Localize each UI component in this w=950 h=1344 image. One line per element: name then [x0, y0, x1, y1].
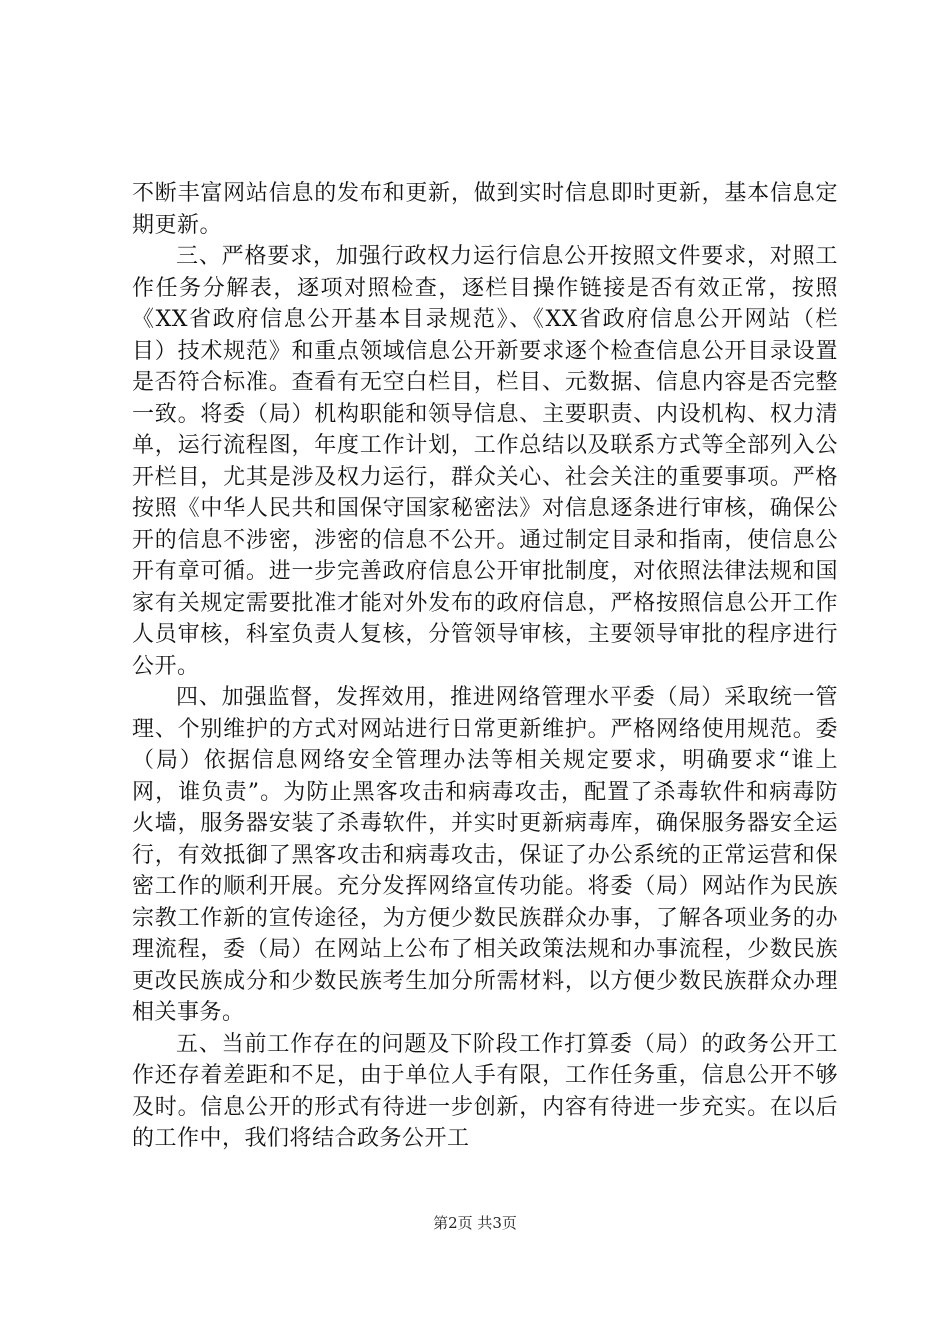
document-body	[132, 178, 838, 1155]
paragraph-section-five: 五、当前工作存在的问题及下阶段工作打算委（局）的政务公开工作还存着差距和不足，由于单位人手有限，工作任务重，信息公开不够及时。信息公开的形式有待进一步创新，内容有待进一步充实。在以后的工作中，我们将结合政务公开工	[132, 1031, 838, 1151]
paragraph-section-three: 三、严格要求，加强行政权力运行信息公开按照文件要求，对照工作任务分解表，逐项对照检查，逐栏目操作链接是否有效正常，按照《XX省政府信息公开基本目录规范》、《XX省政府信息公开网站（栏目）技术规范》和重点领域信息公开新要求逐个检查信息公开目录设置是否符合标准。查看有无空白栏目，栏目、元数据、信息内容是否完整一致。将委（局）机构职能和领导信息、主要职责、内设机构、权力清单，运行流程图，年度工作计划，工作总结以及联系方式等全部列入公开栏目，尤其是涉及权力运行，群众关心、社会关注的重要事项。严格按照《中华人民共和国保守国家秘密法》对信息逐条进行审核，确保公开的信息不涉密，涉密的信息不公开。通过制定目录和指南，使信息公开有章可循。进一步完善政府信息公开审批制度，对依照法律法规和国家有关规定需要批准才能对外发布的政府信息，严格按照信息公开工作人员审核，科室负责人复核，分管领导审核，主要领导审批的程序进行公开。	[132, 244, 838, 679]
paragraph-continuation: 不断丰富网站信息的发布和更新，做到实时信息即时更新，基本信息定期更新。	[132, 181, 838, 238]
page-number-footer: 第2页 共3页	[433, 1214, 517, 1232]
paragraph-section-four: 四、加强监督，发挥效用，推进网络管理水平委（局）采取统一管理、个别维护的方式对网站进行日常更新维护。严格网络使用规范。委（局）依据信息网络安全管理办法等相关规定要求，明确要求“谁上网，谁负责”。为防止黑客攻击和病毒攻击，配置了杀毒软件和病毒防火墙，服务器安装了杀毒软件，并实时更新病毒库，确保服务器安全运行，有效抵御了黑客攻击和病毒攻击，保证了办公系统的正常运营和保密工作的顺利开展。充分发挥网络宣传功能。将委（局）网站作为民族宗教工作新的宣传途径，为方便少数民族群众办事，了解各项业务的办理流程，委（局）在网站上公布了相关政策法规和办事流程，少数民族更改民族成分和少数民族考生加分所需材料，以方便少数民族群众办理相关事务。	[132, 685, 838, 1025]
